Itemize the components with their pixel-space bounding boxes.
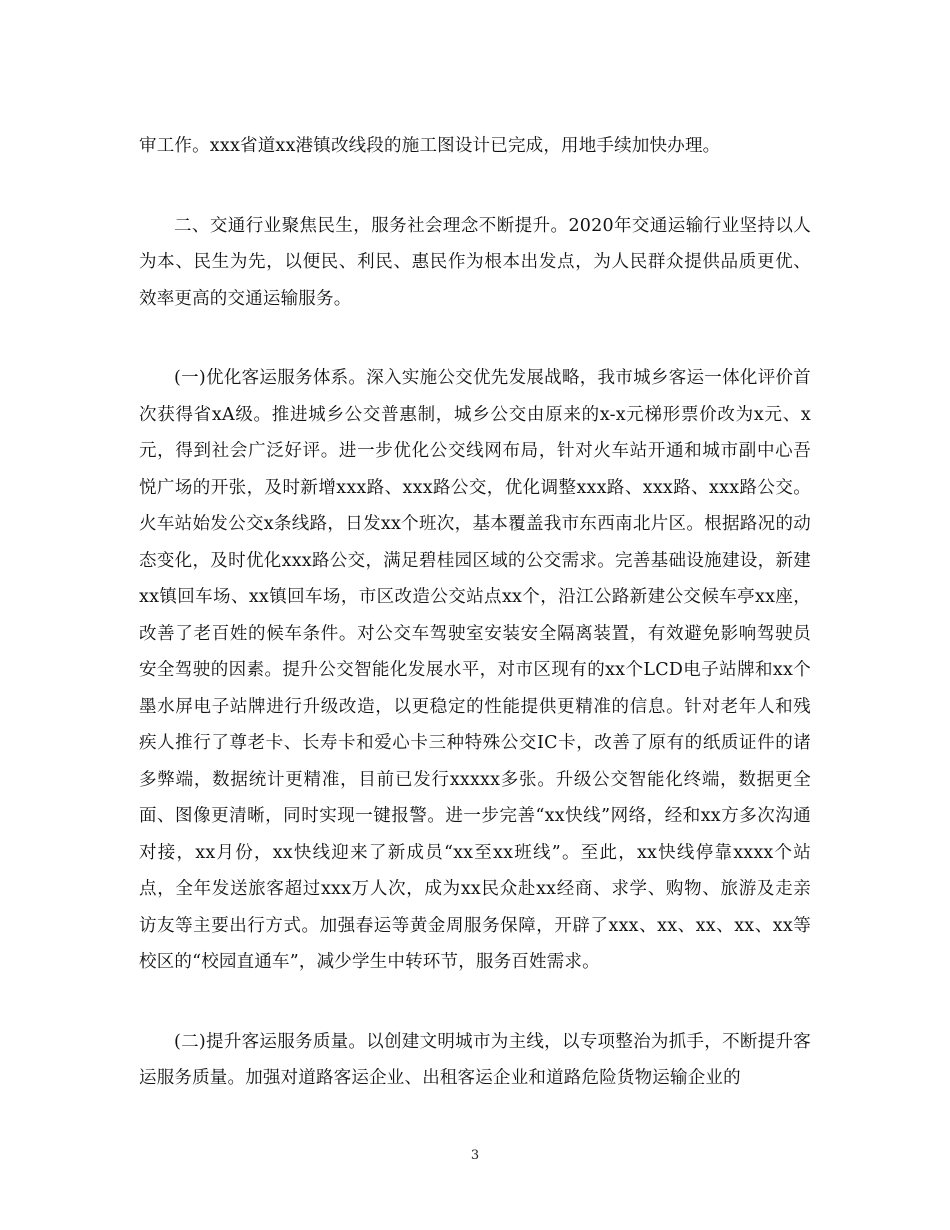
document-body xyxy=(139,128,811,1140)
page-number: 3 xyxy=(470,1148,480,1163)
paragraph-continuation: 审工作。xxx省道xx港镇改线段的施工图设计已完成，用地手续加快办理。 xyxy=(139,136,721,156)
paragraph-section-two: 二、交通行业聚焦民生，服务社会理念不断提升。2020年交通运输行业坚持以人为本、民生为先，以便民、利民、惠民作为根本出发点，为人民群众提供品质更优、效率更高的交通运输服务。 xyxy=(139,215,811,309)
paragraph-subsection-two: (二)提升客运服务质量。以创建文明城市为主线，以专项整治为抓手，不断提升客运服务质量。加强对道路客运企业、出租客运企业和道路危险货物运输企业的 xyxy=(139,1031,811,1088)
paragraph-subsection-one: (一)优化客运服务体系。深入实施公交优先发展战略，我市城乡客运一体化评价首次获得省xA级。推进城乡公交普惠制，城乡公交由原来的x-x元梯形票价改为x元、x元，得到社会广泛好评。进一步优化公交线网布局，针对火车站开通和城市副中心吾悦广场的开张，及时新增xxx路、xxx路公交，优化调整xxx路、xxx路、xxx路公交。火车站始发公交x条线路，日发xx个班次，基本覆盖我市东西南北片区。根据路况的动态变化，及时优化xxx路公交，满足碧桂园区域的公交需求。完善基础设施建设，新建xx镇回车场、xx镇回车场，市区改造公交站点xx个，沿江公路新建公交候车亭xx座，改善了老百姓的候车条件。对公交车驾驶室安装安全隔离装置，有效避免影响驾驶员安全驾驶的因素。提升公交智能化发展水平，对市区现有的xx个LCD电子站牌和xx个墨水屏电子站牌进行升级改造，以更稳定的性能提供更精准的信息。针对老年人和残疾人推行了尊老卡、长寿卡和爱心卡三种特殊公交IC卡，改善了原有的纸质证件的诸多弊端，数据统计更精准，目前已发行xxxxx多张。升级公交智能化终端，数据更全面、图像更清晰，同时实现一键报警。进一步完善“xx快线”网络，经和xx方多次沟通对接，xx月份，xx快线迎来了新成员“xx至xx班线”。至此，xx快线停靠xxxx个站点，全年发送旅客超过xxx万人次，成为xx民众赴xx经商、求学、购物、旅游及走亲访友等主要出行方式。加强春运等黄金周服务保障，开辟了xxx、xx、xx、xx、xx等校区的“校园直通车”，减少学生中转环节，服务百姓需求。 xyxy=(139,368,811,972)
